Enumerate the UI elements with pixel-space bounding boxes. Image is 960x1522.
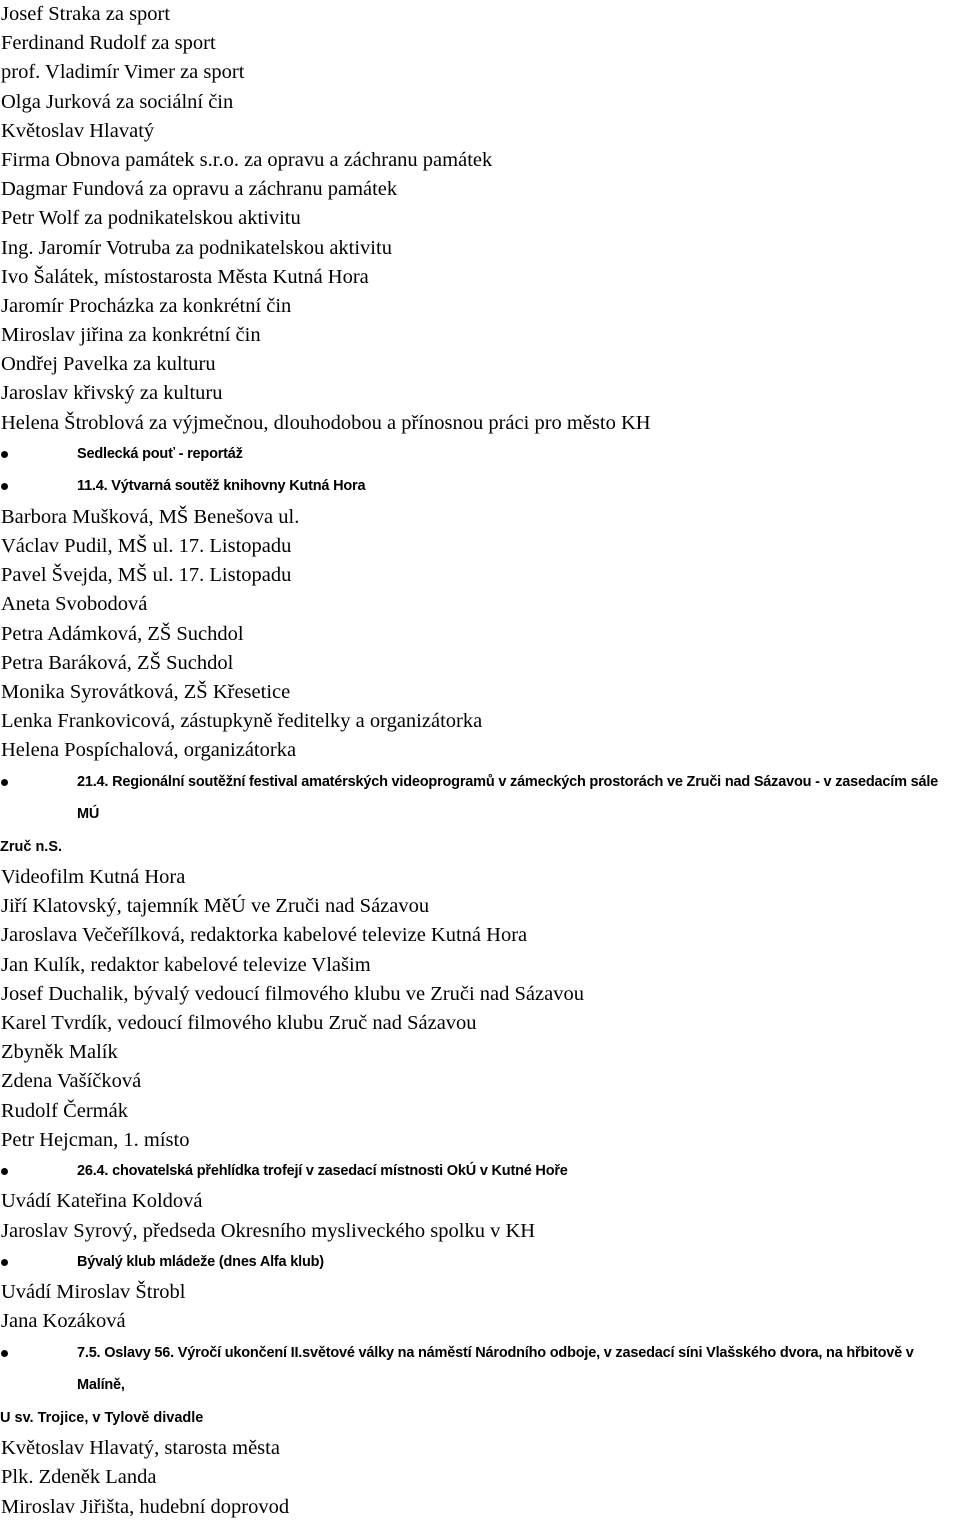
bullet-item bbox=[0, 766, 960, 864]
text-line: Karel Tvrdík, vedoucí filmového klubu Zruč nad Sázavou bbox=[1, 1011, 477, 1034]
bullet-heading-continuation: U sv. Trojice, v Tylově divadle bbox=[0, 1409, 204, 1426]
text-line: Dagmar Fundová za opravu a záchranu památek bbox=[1, 178, 398, 201]
text-line: Plk. Zdeněk Landa bbox=[1, 1466, 157, 1489]
text-line: Zdena Vašíčková bbox=[1, 1070, 142, 1093]
text-line: Václav Pudil, MŠ ul. 17. Listopadu bbox=[1, 535, 292, 557]
text-line: Petra Baráková, ZŠ Suchdol bbox=[1, 651, 234, 674]
bullet-heading: Bývalý klub mládeže (dnes Alfa klub) bbox=[77, 1253, 324, 1270]
bullet-heading: Sedlecká pouť - reportáž bbox=[77, 445, 243, 462]
text-line: Rudolf Čermák bbox=[1, 1099, 128, 1122]
bullet-icon bbox=[1, 1168, 8, 1175]
text-line: Lenka Frankovicová, zástupkyně ředitelky a organizátorka bbox=[1, 710, 483, 733]
text-line: Petr Wolf za podnikatelskou aktivitu bbox=[1, 207, 301, 230]
text-line: Uvádí Kateřina Koldová bbox=[1, 1190, 203, 1213]
text-line: Ivo Šalátek, místostarosta Města Kutná Hora bbox=[1, 265, 369, 288]
text-line: Uvádí Miroslav Štrobl bbox=[1, 1281, 186, 1304]
bullet-heading: 21.4. Regionální soutěžní festival amatérských videoprogramů v zámeckých prostorách ve Zruči nad Sázavou - v zasedacím sále MÚ bbox=[77, 773, 939, 822]
bullet-icon bbox=[1, 1350, 8, 1357]
text-line: Monika Syrovátková, ZŠ Křesetice bbox=[1, 680, 291, 703]
text-line: Miroslav Jiřišta, hudební doprovod bbox=[1, 1495, 290, 1518]
text-line: Pavel Švejda, MŠ ul. 17. Listopadu bbox=[1, 564, 292, 587]
text-line: Olga Jurková za sociální čin bbox=[1, 90, 234, 113]
text-line: Josef Duchalik, bývalý vedoucí filmového klubu ve Zruči nad Sázavou bbox=[1, 982, 584, 1005]
text-line: Květoslav Hlavatý bbox=[1, 119, 155, 142]
text-line: Helena Štroblová za výjmečnou, dlouhodobou a přínosnou práci pro město KH bbox=[1, 411, 651, 434]
text-line: Aneta Svobodová bbox=[1, 593, 148, 616]
text-line: Jaromír Procházka za konkrétní čin bbox=[1, 294, 292, 317]
text-line: Videofilm Kutná Hora bbox=[1, 866, 186, 888]
text-line: Jan Kulík, redaktor kabelové televize Vlašim bbox=[1, 953, 371, 976]
text-line: Zbyněk Malík bbox=[1, 1041, 118, 1064]
bullet-item bbox=[0, 438, 960, 471]
text-line: Jaroslava Večeřílková, redaktorka kabelové televize Kutná Hora bbox=[1, 924, 528, 947]
bullet-heading: 11.4. Výtvarná soutěž knihovny Kutná Hora bbox=[77, 478, 366, 495]
text-line: Barbora Mušková, MŠ Benešova ul. bbox=[1, 505, 300, 528]
text-line: Jana Kozáková bbox=[1, 1310, 126, 1333]
bullet-heading-continuation: Zruč n.S. bbox=[0, 838, 63, 855]
bullet-icon bbox=[1, 451, 8, 458]
text-line: Ferdinand Rudolf za sport bbox=[1, 32, 216, 55]
bullet-heading: 26.4. chovatelská přehlídka trofejí v zasedací místnosti OkÚ v Kutné Hoře bbox=[77, 1162, 568, 1179]
text-line: Miroslav jiřina za konkrétní čin bbox=[1, 324, 261, 347]
text-line: Helena Pospíchalová, organizátorka bbox=[1, 739, 297, 762]
bullet-item bbox=[0, 1246, 960, 1279]
text-line: Ondřej Pavelka za kulturu bbox=[1, 353, 216, 376]
bullet-item bbox=[0, 1155, 960, 1188]
text-line: Květoslav Hlavatý, starosta města bbox=[1, 1437, 280, 1460]
bullet-heading: 7.5. Oslavy 56. Výročí ukončení II.světové války na náměstí Národního odboje, v zasedací síni Vlašského dvora, na hřbitově v Malíně, bbox=[77, 1344, 914, 1394]
bullet-icon bbox=[1, 1259, 8, 1266]
text-line: prof. Vladimír Vimer za sport bbox=[1, 61, 245, 84]
bullet-item bbox=[0, 1337, 960, 1435]
text-line: Ing. Jaromír Votruba za podnikatelskou aktivitu bbox=[1, 236, 392, 259]
bullet-icon bbox=[1, 779, 8, 786]
text-line: Jaroslav Syrový, předseda Okresního mysliveckého spolku v KH bbox=[1, 1219, 536, 1242]
text-line: Josef Straka za sport bbox=[1, 3, 171, 25]
text-line: Jiří Klatovský, tajemník MěÚ ve Zruči nad Sázavou bbox=[1, 895, 430, 918]
text-line: Firma Obnova památek s.r.o. za opravu a záchranu památek bbox=[1, 148, 493, 171]
text-line: Petra Adámková, ZŠ Suchdol bbox=[1, 622, 244, 645]
text-line: Jaroslav křivský za kulturu bbox=[1, 382, 223, 405]
bullet-item bbox=[0, 470, 960, 503]
text-line: Petr Hejcman, 1. místo bbox=[1, 1128, 190, 1151]
